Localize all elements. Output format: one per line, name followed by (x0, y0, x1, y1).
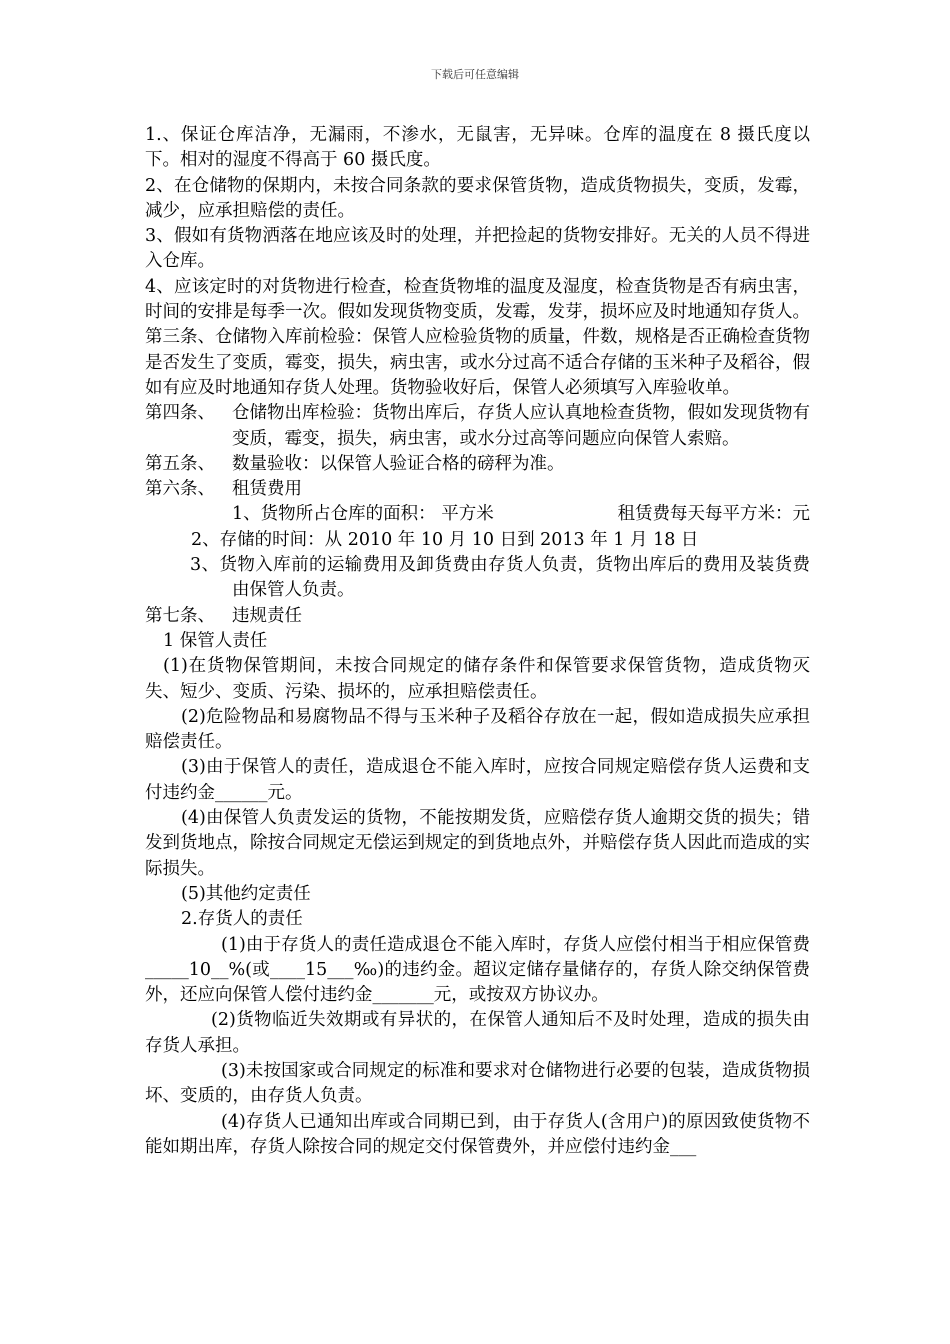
article-4 (145, 401, 810, 452)
liability-item: (3)由于保管人的责任，造成退仓不能入库时，应按合同规定赔偿存货人运费和支付违约金______元。 (145, 757, 810, 803)
liability-item: (3)未按国家或合同规定的标准和要求对仓储物进行必要的包装，造成货物损坏、变质的，由存货人负责。 (145, 1060, 810, 1107)
clause-paragraph: 4、应该定时的对货物进行检查，检查货物堆的温度及湿度，检查货物是否有病虫害，时间的安排是每季一次。假如发现货物变质，发霉，发芽，损坏应及时地通知存货人。 (145, 276, 810, 323)
article-3: 第三条、仓储物入库前检验：保管人应检验货物的质量，件数，规格是否正确检查货物是否发生了变质，霉变，损失，病虫害，或水分过高不适合存储的玉米种子及稻谷，假如有应及时地通知存货人处理。货物验收好后，保管人必须填写入库验收单。 (145, 327, 810, 398)
liability-item: (4)由保管人负责发运的货物，不能按期发货，应赔偿存货人逾期交货的损失；错发到货地点，除按合同规定无偿运到规定的到货地点外，并赔偿存货人因此而造成的实际损失。 (145, 808, 810, 879)
liability-item: (1)在货物保管期间，未按合同规定的储存条件和保管要求保管货物，造成货物灭失、短少、变质、污染、损坏的，应承担赔偿责任。 (145, 656, 810, 702)
article-5 (145, 452, 810, 477)
article-number: 第七条、 (145, 605, 215, 626)
rent-item-1 (145, 502, 810, 527)
liability-item: (1)由于存货人的责任造成退仓不能入库时，存货人应偿付相当于相应保管费_____10__%(或____15___‰)的违约金。超议定储存量储存的，存货人除交纳保管费外，还应向保管人偿付违约金_______元，或按双方协议办。 (145, 934, 810, 1006)
rent-price-label: 租赁费每天每平方米：元 (617, 504, 810, 525)
document-body (145, 123, 810, 1160)
clause-paragraph: 1.、保证仓库洁净，无漏雨，不渗水，无鼠害，无异味。仓库的温度在 8 摄氏度以下。相对的湿度不得高于 60 摄氏度。 (145, 125, 810, 171)
article-text: 违规责任 (232, 605, 302, 626)
liability-item: (4)存货人已通知出库或合同期已到，由于存货人(含用户)的原因致使货物不能如期出库，存货人除按合同的规定交付保管费外，并应偿付违约金___ (145, 1111, 810, 1157)
rent-item-2: 2、存储的时间：从 2010 年 10 月 10 日到 2013 年 1 月 18 日 (191, 529, 699, 550)
article-number: 第四条、 (145, 403, 215, 424)
article-text: 数量验收：以保管人验证合格的磅秤为准。 (232, 453, 565, 474)
clause-paragraph: 3、假如有货物洒落在地应该及时的处理，并把捡起的货物安排好。无关的人员不得进入仓库。 (145, 226, 810, 272)
section-heading: 1 保管人责任 (163, 630, 268, 651)
article-text: 租赁费用 (232, 479, 302, 500)
article-6 (145, 477, 810, 502)
rent-item-3: 3、货物入库前的运输费用及卸货费由存货人负责，货物出库后的费用及装货费由保管人负责。 (190, 555, 810, 601)
section-heading: 2.存货人的责任 (181, 909, 303, 930)
article-7 (145, 604, 810, 629)
rent-area-label: 1、货物所占仓库的面积： 平方米 (232, 504, 494, 525)
liability-item: (5)其他约定责任 (181, 883, 311, 904)
liability-item: (2)货物临近失效期或有异状的，在保管人通知后不及时处理，造成的损失由存货人承担。 (145, 1010, 810, 1056)
article-number: 第五条、 (145, 453, 215, 474)
article-text: 仓储物出库检验：货物出库后，存货人应认真地检查货物，假如发现货物有变质，霉变，损失，病虫害，或水分过高等问题应向保管人索赔。 (232, 403, 810, 449)
clause-paragraph: 2、在仓储物的保期内，未按合同条款的要求保管货物，造成货物损失，变质，发霉，减少，应承担赔偿的责任。 (145, 175, 810, 221)
liability-item: (2)危险物品和易腐物品不得与玉米种子及稻谷存放在一起，假如造成损失应承担赔偿责任。 (145, 706, 810, 753)
article-number: 第六条、 (145, 479, 215, 500)
page-header: 下载后可任意编辑 (431, 68, 519, 81)
